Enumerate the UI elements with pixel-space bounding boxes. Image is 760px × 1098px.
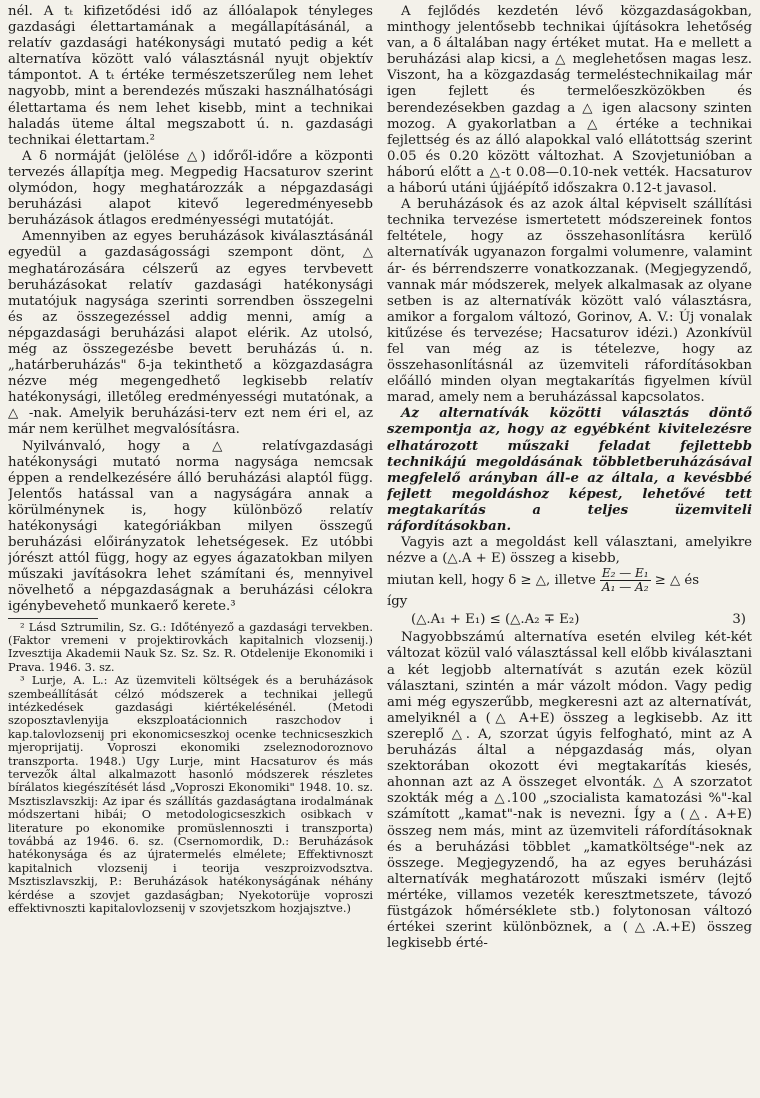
paragraph: A beruházások és az azok által képviselt szállítási technika tervezése ismertetett módszereinek fontos feltétele, hogy az összehasonlításra kerülő alternatívák ugyanazon forgalmi volumenre, valamint ár- és bérrendszerre vonatkozzanak. (Megjegyzendő, vannak már módszerek, melyek alkalmasak az olyane setben is az alternatívák között való választásra, amikor a forgalom változó, Gorinov, A. V.: Új vonalak kitűzése és tervezése; Hacsaturov idézi.) Azonkívül fel van még az is tételezve, hogy az összehasonlításnál az üzemviteli ráfordításokban előálló minden olyan megtakarítás figyelmen kívül marad, amely nem a beruházással kapcsolatos. [387, 197, 752, 406]
formula-text: ≥ △ és [654, 572, 700, 588]
paragraph: Vagyis azt a megoldást kell választani, amelyikre nézve a (△.A + E) összeg a kisebb, [387, 535, 752, 567]
paragraph: így [387, 594, 408, 610]
equation-3 [387, 610, 752, 630]
paragraph: Nyilvánvaló, hogy a △ relatívgazdasági hatékonysági mutató norma nagysága nemcsak éppen a rendelkezésére álló beruházási alaptól függ. Jelentős hatással van a nagyságára annak a körülménynek is, hogy különböző relatív hatékonysági kategóriákban milyen összegű beruházási előirányzatok lehetségesek. Ez utóbbi jórészt attól függ, hogy az egyes ágazatokban milyen műszaki javításokra lehet számítani és, mennyivel növelhető a népgazdaságnak a beruházási célokra igénybevehető munkaerő kerete.³ [8, 438, 373, 615]
paragraph: Amennyiben az egyes beruházások kiválasztásánál egyedül a gazdaságossági szempont dönt, △ meghatározására célszerű az egyes tervbevett beruházásokat relatív gazdasági hatékonysági mutatójuk nagysága szerinti sorrendben összegelni és az összegezéssel addig menni, amíg a népgazdasági beruházási alapot elérik. Az utolsó, még az összegezésbe bevett beruházás ú. n. „határberuházás" δ-ja tekinthető a közgazdaságra nézve még megengedhető legkisebb relatív hatékonysági, illetőleg eredményességi mutatónak, a △ -nak. Amelyik beruházási-terv ezt nem éri el, az már nem kerülhet megvalósításra. [8, 229, 373, 438]
inequality-line [387, 567, 752, 594]
equation-number: 3) [732, 612, 746, 628]
fraction-numerator: E₂ — E₁ [601, 566, 649, 581]
fraction-denominator: A₁ — A₂ [601, 580, 649, 595]
right-column [387, 4, 752, 1098]
paragraph: A δ normáját (jelölése △) időről-időre a központi tervezés állapítja meg. Megpedig Hacsaturov szerint olymódon, hogy meghatározzák a népgazdasági beruházási alapot kitevő legeredményesebb beruházások átlagos eredményességi mutatóját. [8, 148, 373, 229]
left-column [8, 4, 373, 1098]
equation-body: (△.A₁ + E₁) ≤ (△.A₂ ∓ E₂) [411, 612, 580, 628]
fraction [600, 567, 651, 594]
footnote-3: ³ Lurje, A. L.: Az üzemviteli költségek és a beruházások szembeállítását célzó módszerek a technikai jellegű intézkedések gazdasági kiértékelésénél. (Metodi szoposztavlenyija ekszploatácionnich raszchodov i kap.talovlozsenij pri ekonomicseszkoj ocenke technicseszkich mjeroprijatij. Voproszi ekonomiki zseleznodoroznovo transzporta. 1948.) Ugy Lurje, mint Hacsaturov és más tervezők által alkalmazott hasonló módszerek részletes bírálatos kiegészítését lásd „Voproszi Ekonomiki" 1948. 10. sz. Msztiszlavszkij: Az ipar és szállítás gazdaságtana irodalmának módszertani hibái; O metodologicseszkich osibkach v literature po ekonomike promüslennoszti i transzporta) továbbá az 1946. 6. sz. (Csernomordik, D.: Beruházások hatékonysága és az újratermelés elmélete; Effektivnoszt kapitalnich vlozsenij i teorija veszproizvodsztva. Msztiszlavszkij, P.: Beruházások hatékonyságának néhány kérdése a szovjet gazdaságban; Nyekotorüje voproszi effektivnoszti kapitalovlozsenij v szovjetszkom hozjajsztve.) [8, 673, 373, 916]
formula-text: miutan kell, hogy δ ≥ △, illetve [387, 572, 596, 588]
footnote-divider [8, 618, 98, 619]
paragraph: Nagyobbszámú alternatíva esetén elvileg két-két változat közül való választással kell előbb kiválasztani a két legjobb alternatívát s azután ezek közül választani, szintén a már vázolt módon. Vagy pedig ami még egyszerűbb, megkeresni azt az alternatívát, amelyiknél a (△ A+E) összeg a legkisebb. Az itt szereplő △. A, szorzat úgyis felfogható, mint az A beruházás által a népgazdaság más, olyan szektorában okozott évi megtakarítás kiesés, ahonnan azt az A összeget elvonták. △ A szorzatot szokták még a △.100 „szocialista kamatozási %"-kal számított „kamat"-nak is nevezni. Így a (△. A+E) összeg nem más, mint az üzemviteli ráfordításoknak és a beruházási többlet „kamatköltsége"-nek az összege. Megjegyzendő, ha az egyes beruházási alternatívák meghatározott műszaki ismérv (lejtő mértéke, villamos vezeték keresztmetszete, távozó füstgázok hőmérséklete stb.) folytonosan változó értékei szerint különböznek, a (△.A.+E) összeg legkisebb érté- [387, 630, 752, 952]
emphasized-paragraph: Az alternatívák közötti választás döntő szempontja az, hogy az egyébként kivitelezésre elhatározott műszaki feladat fejlettebb technikájú megoldásának többletberuházásával megfelelő arányban áll-e az általa, a kevésbbé fejlett megoldáshoz képest, lehetővé tett megtakarítás a teljes üzemviteli ráfordításokban. [387, 406, 752, 534]
paragraph: nél. A tₜ kifizetődési idő az állóalapok tényleges gazdasági élettartamának a megállapításánál, a relatív gazdasági hatékonysági mutató pedig a két alternatíva között való választásnál nyujt objektív támpontot. A tₜ értéke természetszerűleg nem lehet nagyobb, mint a berendezés műszaki használhatósági élettartama és nem lehet kisebb, mint a technikai haladás üteme által megszabott ú. n. gazdasági technikai élettartam.² [8, 4, 373, 148]
paragraph: A fejlődés kezdetén lévő közgazdaságokban, minthogy jelentősebb technikai újításokra lehetőség van, a δ általában nagy értéket mutat. Ha e mellett a beruházási alap kicsi, a △ meglehetősen magas lesz. Viszont, ha a közgazdaság termeléstechnikailag már igen fejlett és termelőeszközökben és berendezésekben gazdag a △ igen alacsony szinten mozog. A gyakorlatban a △ értéke a technikai fejlettség és az álló alapokkal való ellátottság szerint 0.05 és 0.20 között változhat. A Szovjetunióban a háború előtt a △-t 0.08—0.10-nek vették. Hacsaturov a háború utáni újjáépítő időszakra 0.12-t javasol. [387, 4, 752, 197]
footnote-2: ² Lásd Sztrumilin, Sz. G.: Időtényező a gazdasági tervekben. (Faktor vremeni v projektirovkách kapitalnich vlozsenij.) Izvesztija Akademii Nauk Sz. Sz. Sz. R. Otdelenije Ekonomiki i Prava. 1946. 3. sz. [8, 619, 373, 674]
